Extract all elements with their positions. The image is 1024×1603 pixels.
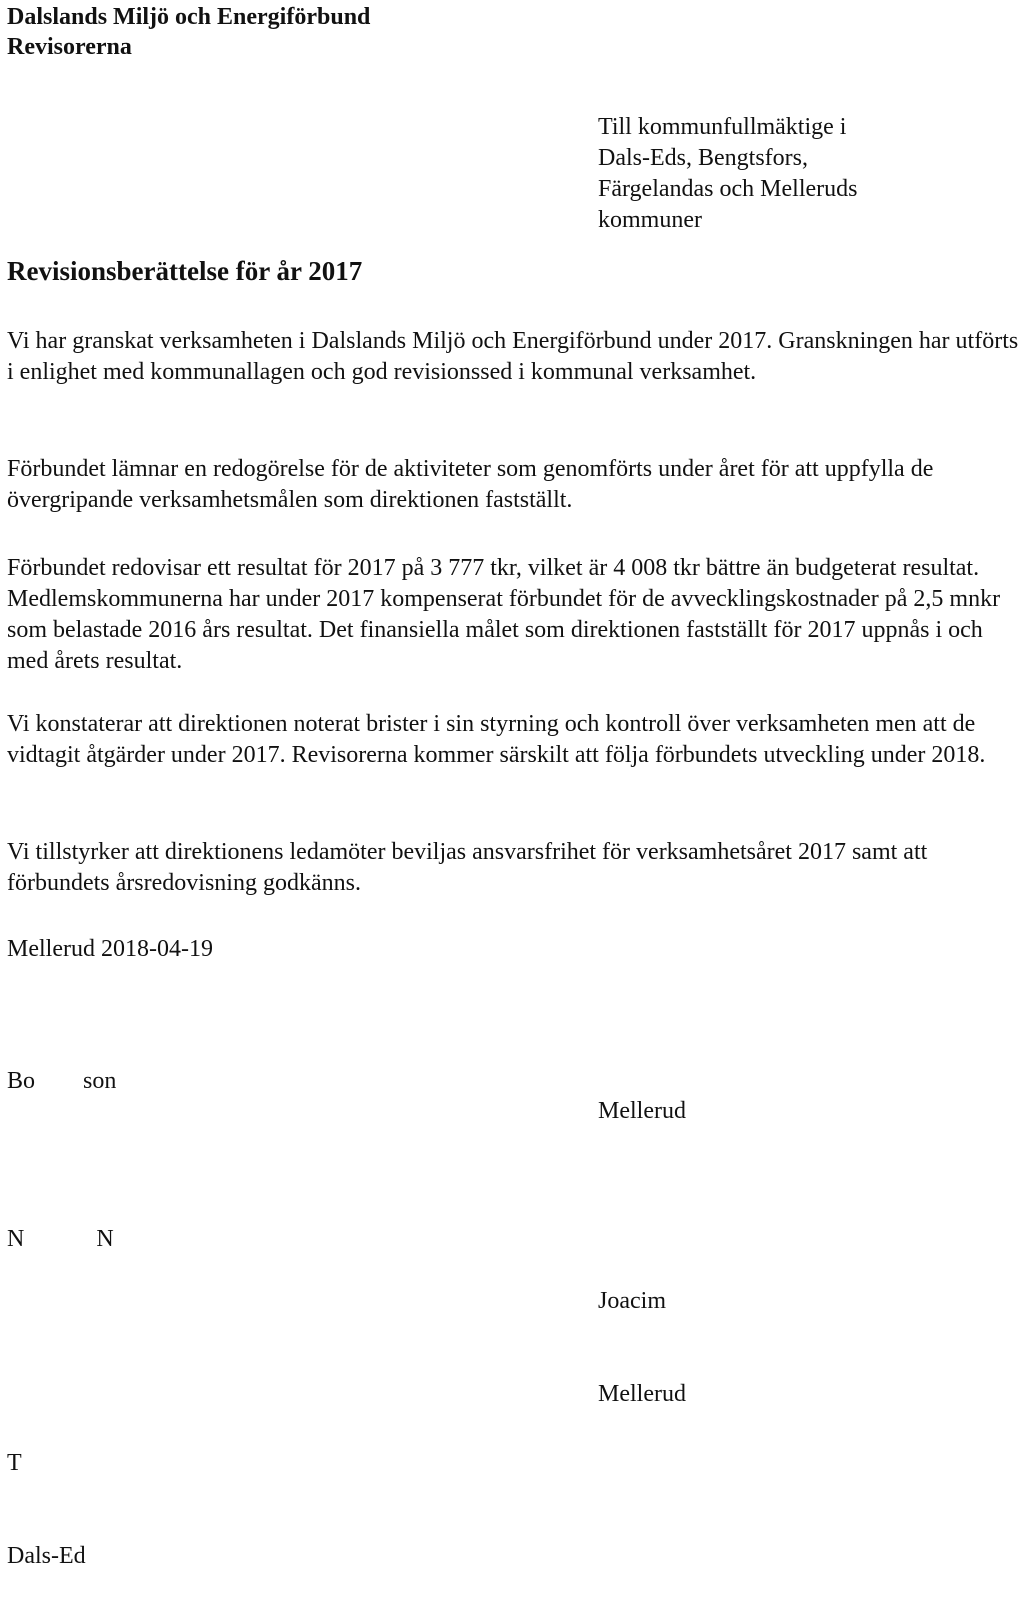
- signature-5: [7, 1386, 86, 1603]
- recipient-block: [598, 112, 1018, 236]
- place-date: Mellerud 2018-04-19: [7, 936, 213, 962]
- paragraph-scope: Vi har granskat verksamheten i Dalslands Miljö och Energiförbund under 2017. Granskningen har utförts i enlighet med kommunallagen och god revisionssed i kommunal verksamhet.: [7, 328, 1019, 385]
- paragraph-result: Förbundet redovisar ett resultat för 2017 på 3 777 tkr, vilket är 4 008 tkr bättre än budgeterat resultat. Medlemskommunerna har under 2017 kompenserat förbundet för de avvecklingskostnader på 2,5 mnkr som belastade 2016 års resultat. Det finansiella målet som direktionen fastställt för 2017 uppnås i och med årets resultat.: [7, 555, 1001, 674]
- recipient-line: Till kommunfullmäktige i: [598, 114, 847, 140]
- signature-4-name: Joacim: [598, 1288, 666, 1314]
- signature-4: [598, 1224, 686, 1441]
- signature-3: N N: [7, 1226, 114, 1252]
- paragraph-activities: Förbundet lämnar en redogörelse för de aktiviteter som genomförts under året för att uppfylla de övergripande verksamhetsmålen som direktionen fastställt.: [7, 456, 934, 513]
- recipient-line: Dals-Eds, Bengtsfors,: [598, 145, 808, 171]
- recipient-line: kommuner: [598, 207, 702, 233]
- paragraph-discharge: Vi tillstyrker att direktionens ledamöter beviljas ansvarsfrihet för verksamhetsåret 2017 samt att förbundets årsredovisning godkänns.: [7, 839, 928, 896]
- letterhead: [7, 2, 370, 62]
- signature-5-place: Dals-Ed: [7, 1543, 86, 1569]
- recipient-line: Färgelandas och Melleruds: [598, 176, 858, 202]
- document-title: Revisionsberättelse för år 2017: [7, 256, 363, 286]
- signature-4-place: Mellerud: [598, 1381, 686, 1407]
- department-name: Revisorerna: [7, 34, 132, 60]
- signature-1: Bo son: [7, 1068, 117, 1094]
- organization-name: Dalslands Miljö och Energiförbund: [7, 4, 371, 30]
- signature-5-name: T: [7, 1450, 22, 1476]
- paragraph-control: Vi konstaterar att direktionen noterat brister i sin styrning och kontroll över verksamheten men att de vidtagit åtgärder under 2017. Revisorerna kommer särskilt att följa förbundets utveckling under 2018.: [7, 711, 986, 768]
- signature-2: Mellerud: [598, 1098, 686, 1124]
